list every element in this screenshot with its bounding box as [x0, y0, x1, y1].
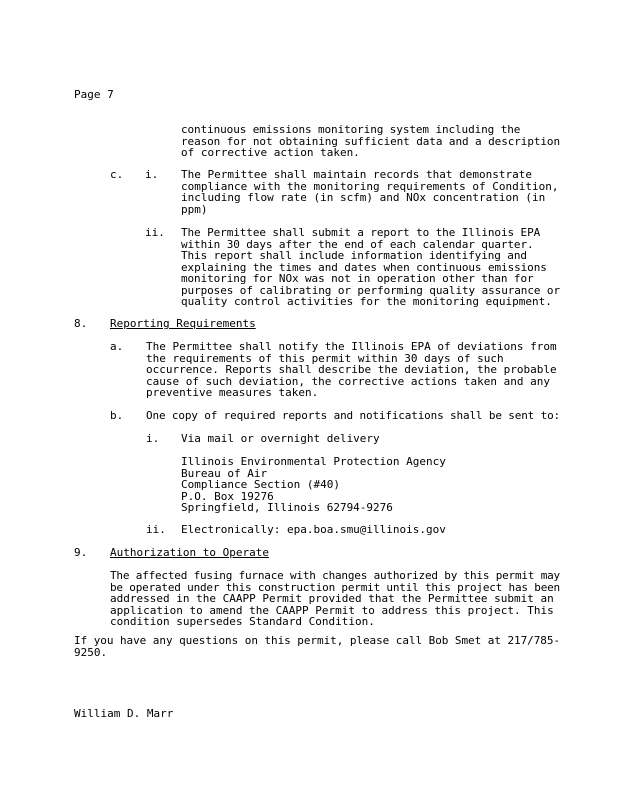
- item-8b-i-label: i.: [146, 432, 160, 445]
- text-line: addressed in the CAAPP Permit provided that the Permittee submit an: [110, 592, 554, 605]
- item-c-i-text: [181, 169, 559, 215]
- text-line: cause of such deviation, the corrective actions taken and any: [146, 374, 550, 388]
- text-line: If you have any questions on this permit, please call Bob Smet at 217/785-: [74, 634, 560, 647]
- address-line: Bureau of Air: [181, 466, 268, 480]
- address-line: P.O. Box 19276: [181, 489, 274, 503]
- text-line: occurrence. Reports shall describe the deviation, the probable: [146, 363, 557, 376]
- item-8b-ii-text: Electronically: epa.boa.smu@illinois.gov: [181, 523, 446, 536]
- text-line: quality control activities for the monitoring equipment.: [181, 295, 552, 308]
- text-line: including flow rate (in scfm) and NOx concentration (in: [181, 191, 546, 204]
- text-line: explaining the times and dates when continuous emissions: [181, 260, 547, 274]
- text-line: purposes of calibrating or performing quality assurance or: [181, 283, 560, 297]
- closing-paragraph: [74, 635, 560, 658]
- text-line: The Permittee shall submit a report to the Illinois EPA: [181, 226, 541, 239]
- text-line: reason for not obtaining sufficient data and a description: [181, 134, 560, 148]
- text-line: of corrective action taken.: [181, 146, 360, 159]
- text-line: ppm): [181, 202, 208, 216]
- mailing-address: [181, 456, 446, 514]
- text-line: the requirements of this permit within 30 days of such: [146, 351, 504, 365]
- item-8b-letter: b.: [110, 409, 124, 422]
- item-8a-text: [146, 341, 557, 399]
- text-line: be operated under this construction permit until this project has been: [110, 580, 560, 594]
- item-c-letter: c.: [110, 168, 124, 181]
- text-line: condition supersedes Standard Condition.: [110, 615, 375, 628]
- address-line: Springfield, Illinois 62794-9276: [181, 501, 393, 514]
- text-line: 9250.: [74, 645, 108, 659]
- text-line: This report shall include information identifying and: [181, 249, 527, 262]
- page-number: Page 7: [74, 88, 114, 101]
- text-line: application to amend the CAAPP Permit to address this project. This: [110, 603, 554, 617]
- text-line: The Permittee shall notify the Illinois EPA of deviations from: [146, 340, 557, 353]
- item-8b-ii-label: ii.: [146, 523, 166, 536]
- section-9-title: Authorization to Operate: [110, 546, 269, 559]
- text-line: The Permittee shall maintain records that demonstrate: [181, 168, 532, 181]
- continuation-paragraph: [181, 124, 560, 159]
- item-c-ii-label: ii.: [145, 226, 165, 239]
- address-line: Compliance Section (#40): [181, 478, 340, 491]
- signature-name: William D. Marr: [74, 707, 174, 720]
- address-line: Illinois Environmental Protection Agency: [181, 455, 446, 468]
- item-8b-i-text: Via mail or overnight delivery: [181, 432, 380, 445]
- section-9-number: 9.: [74, 546, 88, 559]
- text-line: The affected fusing furnace with changes authorized by this permit may: [110, 569, 560, 582]
- section-9-text: [110, 570, 560, 628]
- text-line: continuous emissions monitoring system including the: [181, 123, 521, 136]
- text-line: compliance with the monitoring requirements of Condition,: [181, 179, 559, 193]
- text-line: monitoring for NOx was not in operation other than for: [181, 272, 534, 285]
- text-line: preventive measures taken.: [146, 386, 319, 399]
- item-c-i-label: i.: [145, 168, 159, 181]
- text-line: within 30 days after the end of each calendar quarter.: [181, 237, 534, 251]
- section-8-title: Reporting Requirements: [110, 317, 256, 330]
- item-c-ii-text: [181, 227, 560, 308]
- item-8a-letter: a.: [110, 340, 124, 353]
- section-8-number: 8.: [74, 317, 88, 330]
- item-8b-text: One copy of required reports and notifications shall be sent to:: [146, 409, 560, 422]
